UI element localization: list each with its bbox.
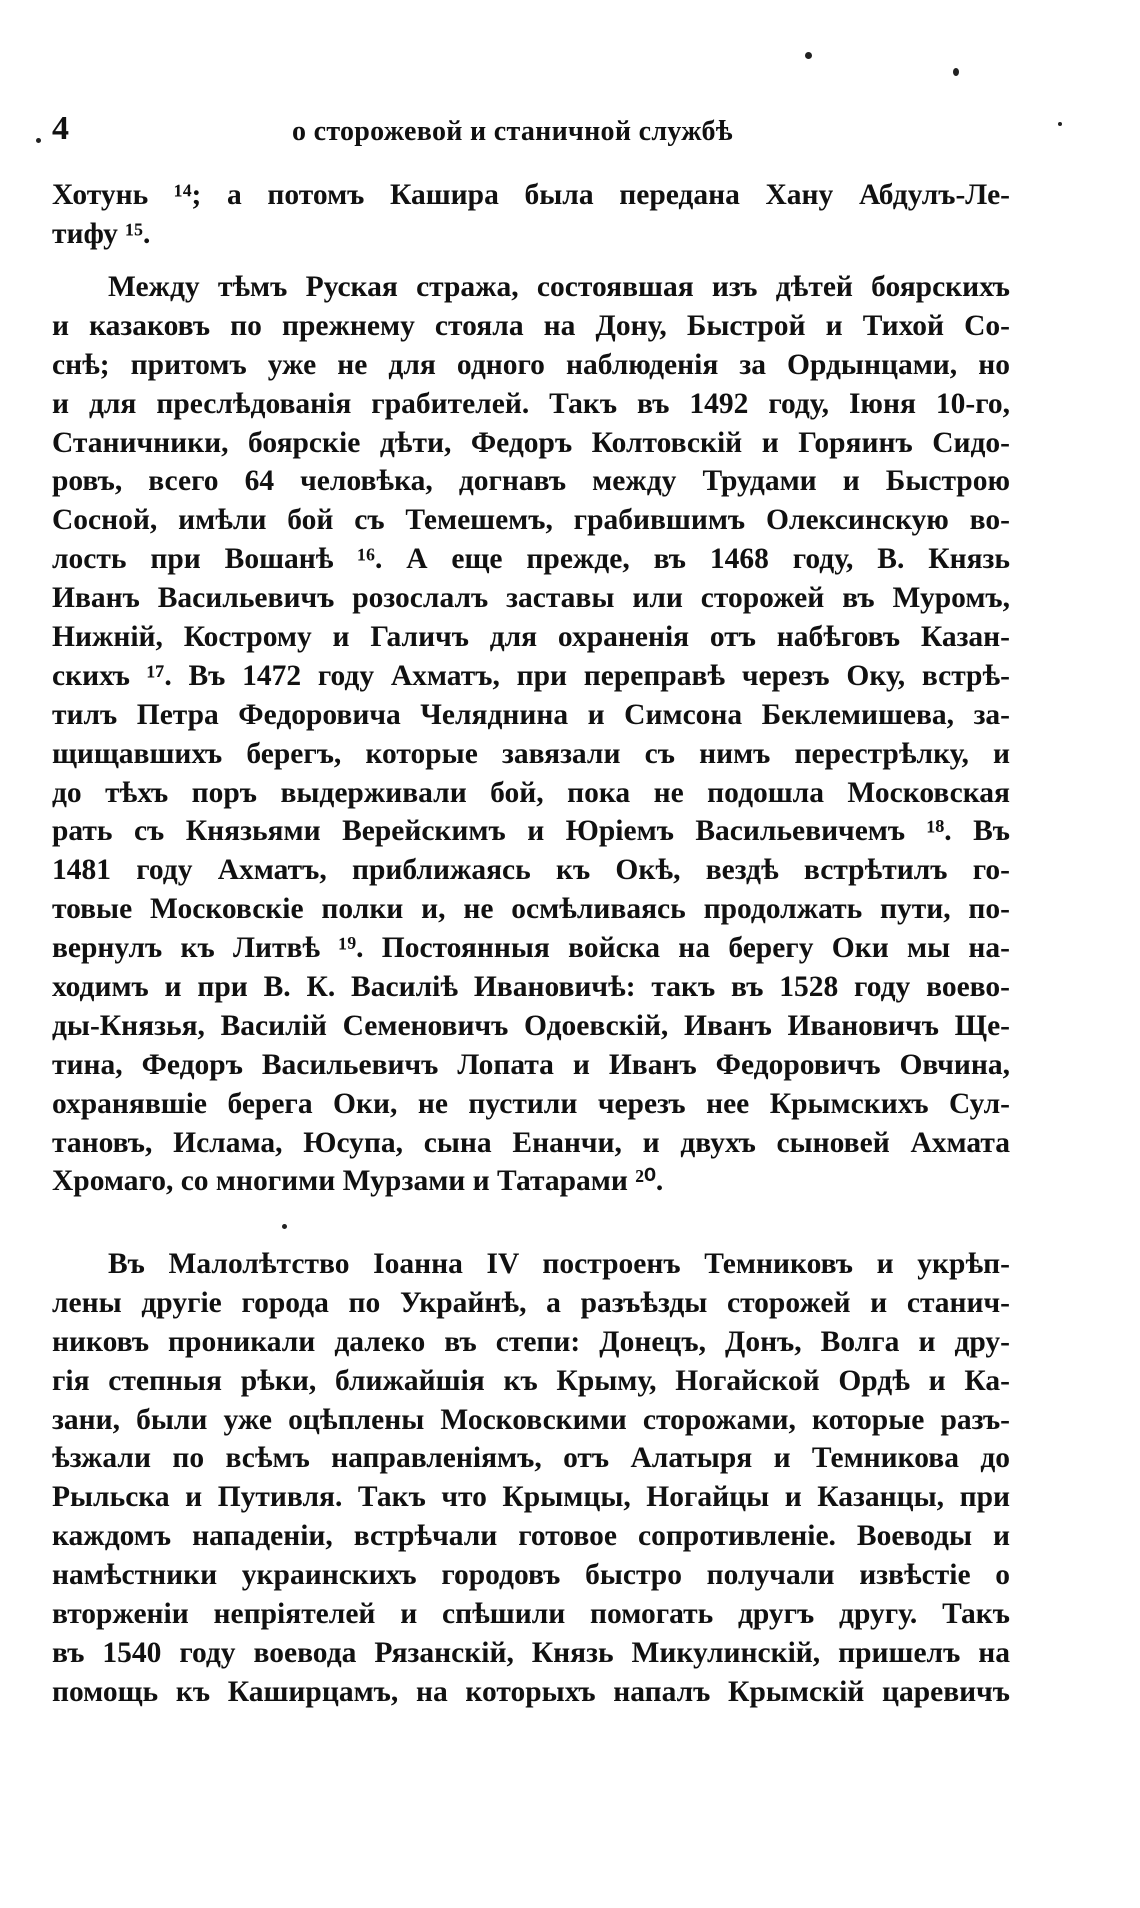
text-line: рать съ Князьями Верейскимъ и Юріемъ Васильевичемъ ¹⁸. Въ: [52, 815, 1010, 848]
text-line: лены другіе города по Украйнѣ, а разъѣзды сторожей и станич-: [52, 1286, 1010, 1319]
text-line: никовъ проникали далеко въ степи: Донецъ, Донъ, Волга и дру-: [52, 1325, 1010, 1358]
ink-speck: [282, 1224, 287, 1229]
text-line: Между тѣмъ Руская стража, состоявшая изъ дѣтей боярскихъ: [108, 271, 1010, 303]
text-line: щищавшихъ берегъ, которые завязали съ нимъ перестрѣлку, и: [52, 737, 1010, 770]
ink-speck: [953, 68, 959, 76]
text-line: тифу ¹⁵.: [52, 217, 151, 250]
text-line: Хромаго, со многими Мурзами и Татарами ²⁰.: [52, 1165, 664, 1198]
text-line: зани, были уже оцѣплены Московскими сторожами, которые разъ-: [52, 1403, 1010, 1436]
text-line: въ 1540 году воевода Рязанскій, Князь Микулинскій, пришелъ на: [52, 1636, 1010, 1669]
text-line: намѣстники украинскихъ городовъ быстро получали извѣстіе о: [52, 1559, 1010, 1592]
text-line: Хотунь ¹⁴; а потомъ Кашира была передана Хану Абдулъ-Ле-: [52, 179, 1010, 211]
text-line: лость при Вошанѣ ¹⁶. А еще прежде, въ 1468 году, В. Князь: [52, 543, 1010, 576]
text-line: вторженіи непріятелей и спѣшили помогать другъ другу. Такъ: [52, 1598, 1010, 1631]
text-line: товые Московскіе полки и, не осмѣливаясь продолжать пути, по-: [52, 893, 1010, 926]
paragraph-minority: [52, 1245, 1010, 1712]
text-line: Въ Малолѣтство Іоанна IV построенъ Темниковъ и укрѣп-: [108, 1248, 1010, 1280]
text-line: снѣ; притомъ уже не для одного наблюденія за Ордынцами, но: [52, 348, 1010, 381]
text-line: гія степныя рѣки, ближайшія къ Крыму, Ногайской Ордѣ и Ка-: [52, 1364, 1010, 1397]
paragraph-intro: [52, 176, 1010, 254]
text-line: ды-Князья, Василій Семеновичъ Одоевскій, Иванъ Ивановичъ Ще-: [52, 1009, 1010, 1042]
ink-speck: [36, 138, 41, 143]
text-line: до тѣхъ поръ выдерживали бой, пока не подошла Московская: [52, 776, 1010, 809]
text-line: скихъ ¹⁷. Въ 1472 году Ахматъ, при переправѣ черезъ Оку, встрѣ-: [52, 659, 1010, 692]
page-header: [52, 110, 1032, 150]
text-line: Рыльска и Путивля. Такъ что Крымцы, Ногайцы и Казанцы, при: [52, 1481, 1010, 1514]
text-line: Нижній, Кострому и Галичъ для охраненія отъ набѣговъ Казан-: [52, 621, 1010, 654]
text-line: тилъ Петра Федоровича Челяднина и Симсона Беклемишева, за-: [52, 698, 1010, 731]
ink-speck: [1058, 122, 1062, 126]
ink-speck: [805, 52, 812, 59]
text-line: каждомъ нападеніи, встрѣчали готовое сопротивленіе. Воеводы и: [52, 1520, 1010, 1553]
text-line: охранявшіе берега Оки, не пустили черезъ нее Крымскихъ Сул-: [52, 1087, 1010, 1120]
text-line: тина, Федоръ Васильевичъ Лопата и Иванъ Федоровичъ Овчина,: [52, 1048, 1010, 1081]
text-line: и казаковъ по прежнему стояла на Дону, Быстрой и Тихой Со-: [52, 309, 1010, 342]
text-line: 1481 году Ахматъ, приближаясь къ Окѣ, вездѣ встрѣтилъ го-: [52, 854, 1010, 887]
text-line: и для преслѣдованія грабителей. Такъ въ 1492 году, Іюня 10-го,: [52, 387, 1010, 420]
running-title: о сторожевой и станичной службѣ: [292, 116, 733, 147]
text-line: Сосной, имѣли бой съ Темешемъ, грабившимъ Олексинскую во-: [52, 504, 1010, 537]
text-line: ѣзжали по всѣмъ направленіямъ, отъ Алатыря и Темникова до: [52, 1442, 1010, 1475]
text-line: ровъ, всего 64 человѣка, догнавъ между Трудами и Быстрою: [52, 465, 1010, 498]
text-line: Иванъ Васильевичъ розослалъ заставы или сторожей въ Муромъ,: [52, 582, 1010, 615]
text-line: помощь къ Каширцамъ, на которыхъ напалъ Крымскій царевичъ: [52, 1675, 1010, 1708]
text-line: ходимъ и при В. К. Василіѣ Ивановичѣ: такъ въ 1528 году воево-: [52, 971, 1010, 1004]
text-line: Станичники, боярскіе дѣти, Федоръ Колтовскій и Горяинъ Сидо-: [52, 426, 1010, 459]
page-number: 4: [52, 110, 69, 147]
text-line: вернулъ къ Литвѣ ¹⁹. Постоянныя войска на берегу Оки мы на-: [52, 932, 1010, 965]
text-line: тановъ, Ислама, Юсупа, сына Енанчи, и двухъ сыновей Ахмата: [52, 1126, 1010, 1159]
paragraph-guard: [52, 268, 1010, 1201]
